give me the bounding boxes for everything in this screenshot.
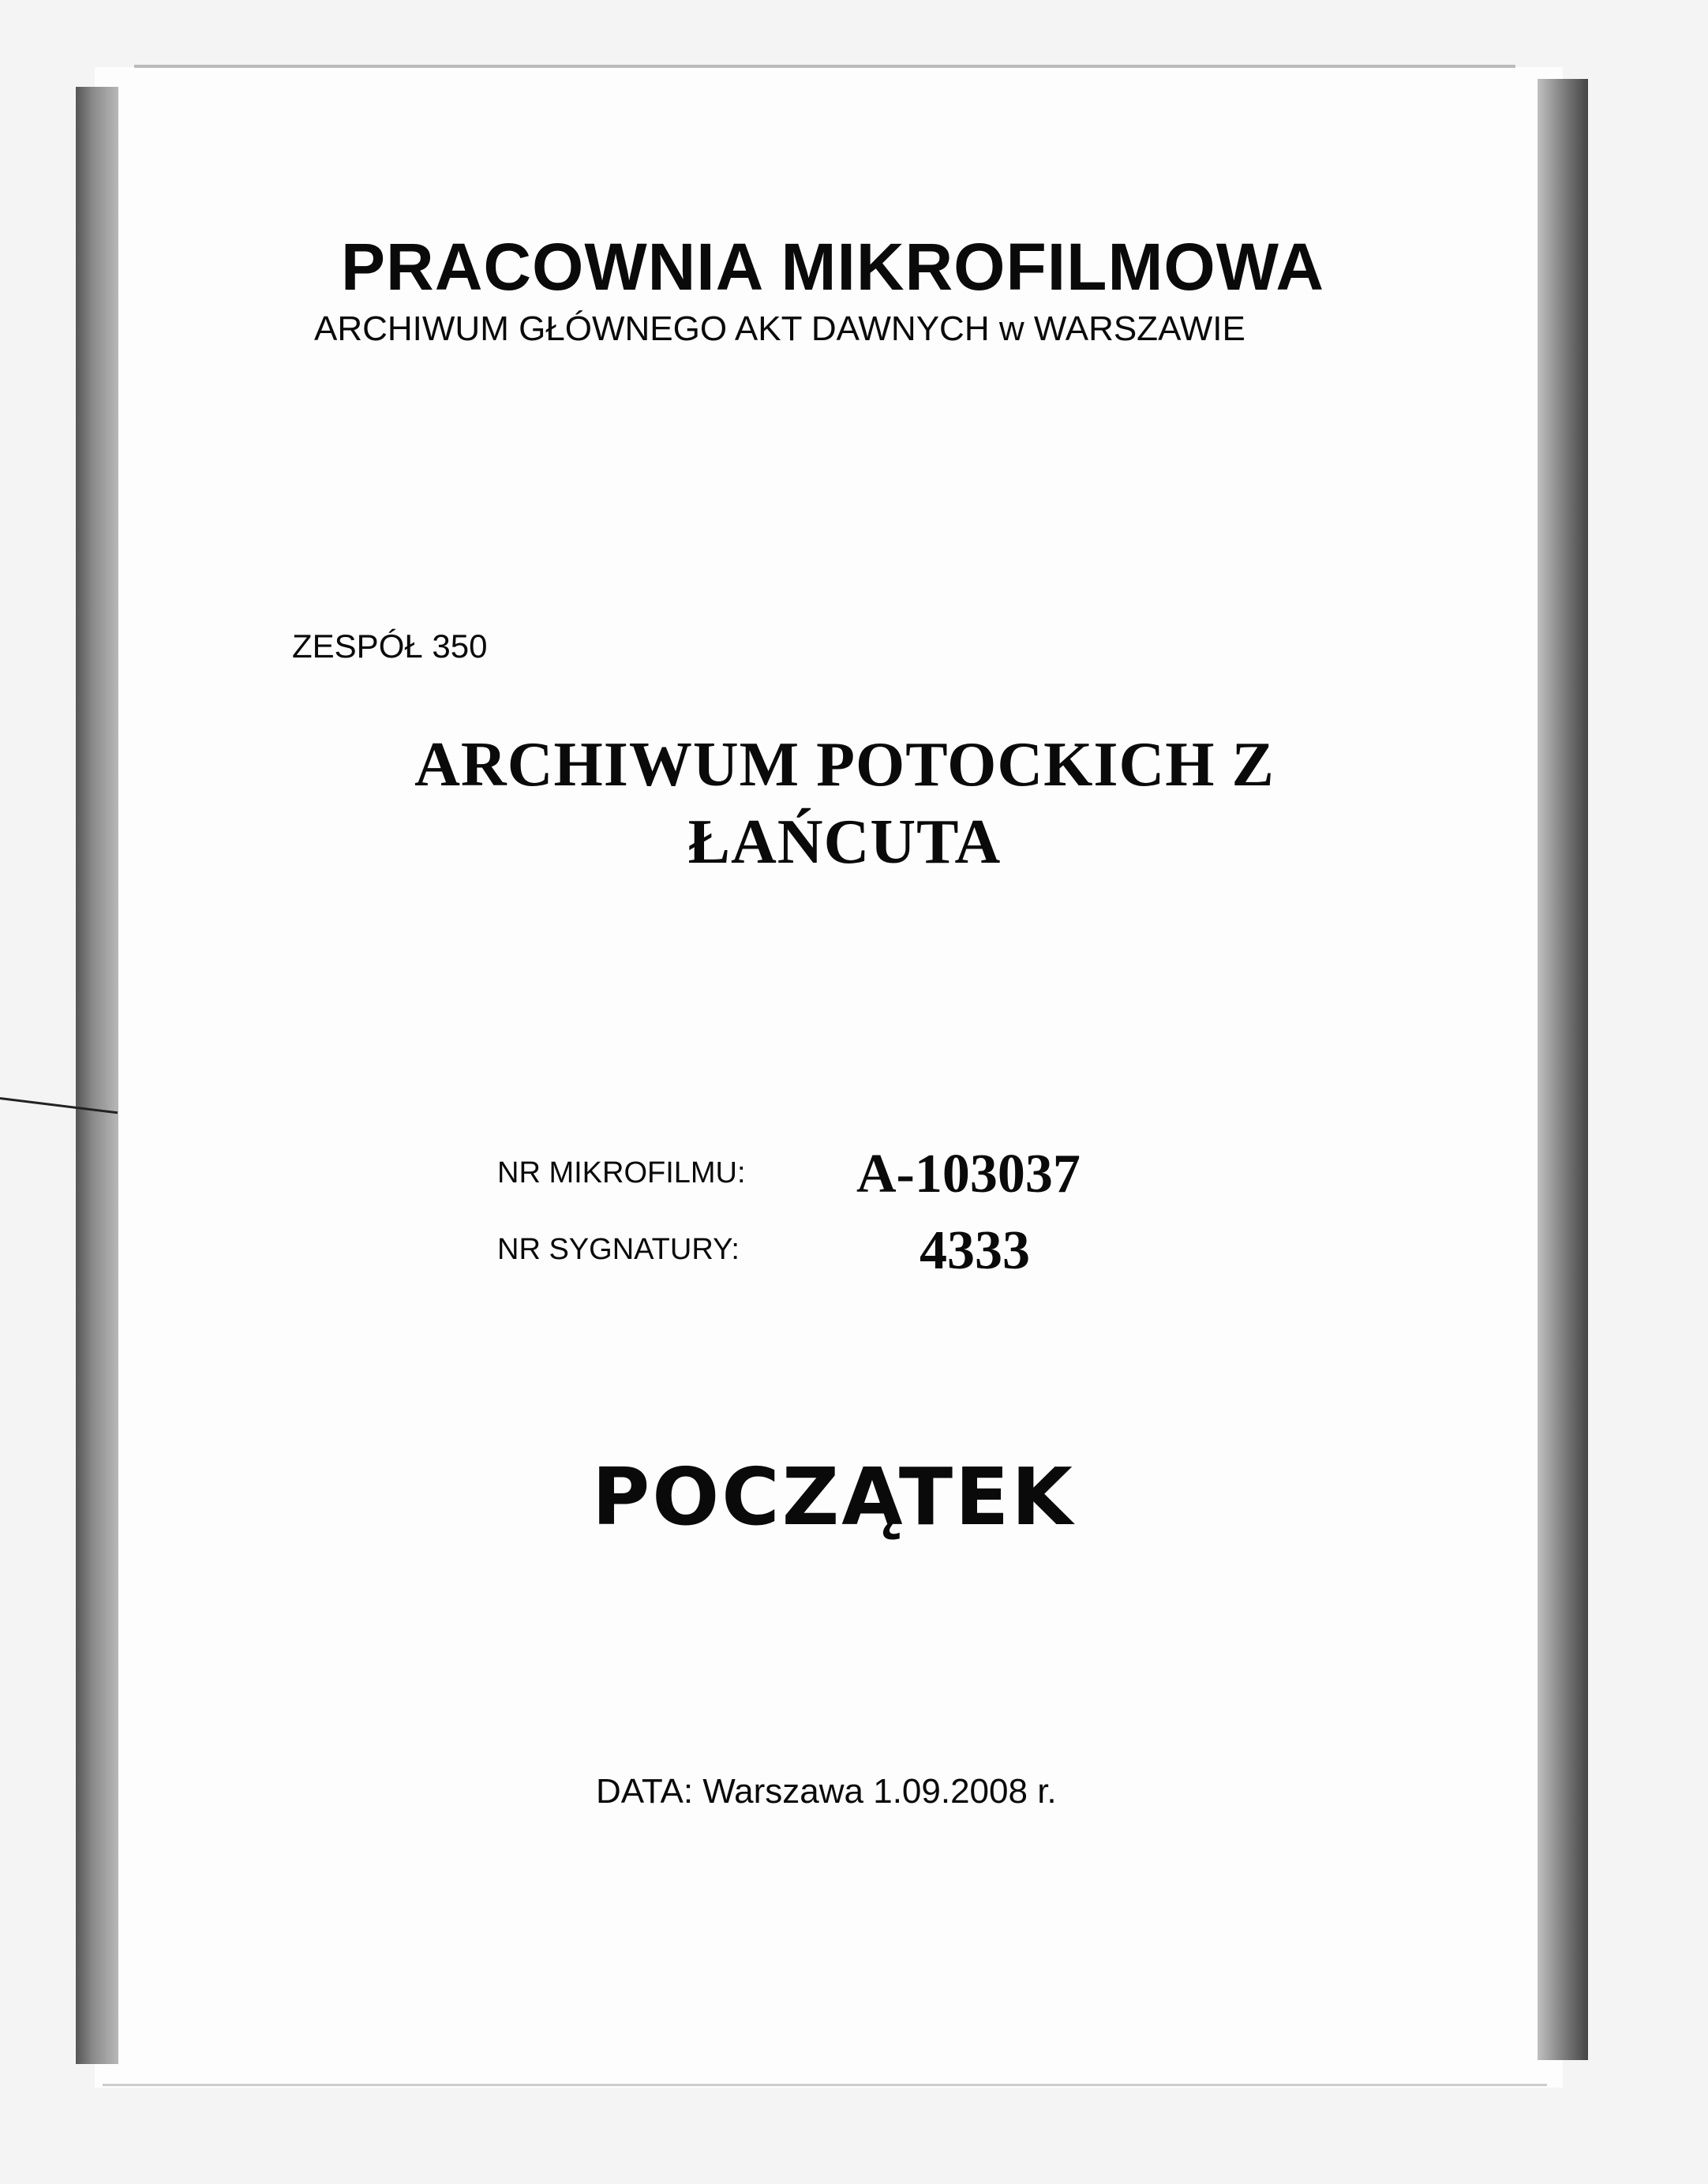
microfilm-number-value: A-103037 — [856, 1144, 1081, 1204]
signature-number-label: NR SYGNATURY: — [497, 1233, 740, 1266]
date-line: DATA: Warszawa 1.09.2008 r. — [596, 1772, 1057, 1811]
top-page-edge — [134, 65, 1515, 68]
collection-title: ARCHIWUM POTOCKICH Z ŁAŃCUTA — [414, 730, 1275, 877]
start-marker: POCZĄTEK — [592, 1451, 1075, 1543]
right-film-edge — [1538, 79, 1588, 2060]
microfilm-number-label: NR MIKROFILMU: — [497, 1156, 746, 1189]
bottom-page-edge — [103, 2084, 1547, 2086]
signature-number-value: 4333 — [920, 1220, 1030, 1281]
archive-subtitle: ARCHIWUM GŁÓWNEGO AKT DAWNYCH w WARSZAWIE — [314, 309, 1245, 348]
left-film-edge — [76, 87, 118, 2064]
collection-number: ZESPÓŁ 350 — [292, 627, 488, 665]
lab-title: PRACOWNIA MIKROFILMOWA — [341, 230, 1325, 304]
